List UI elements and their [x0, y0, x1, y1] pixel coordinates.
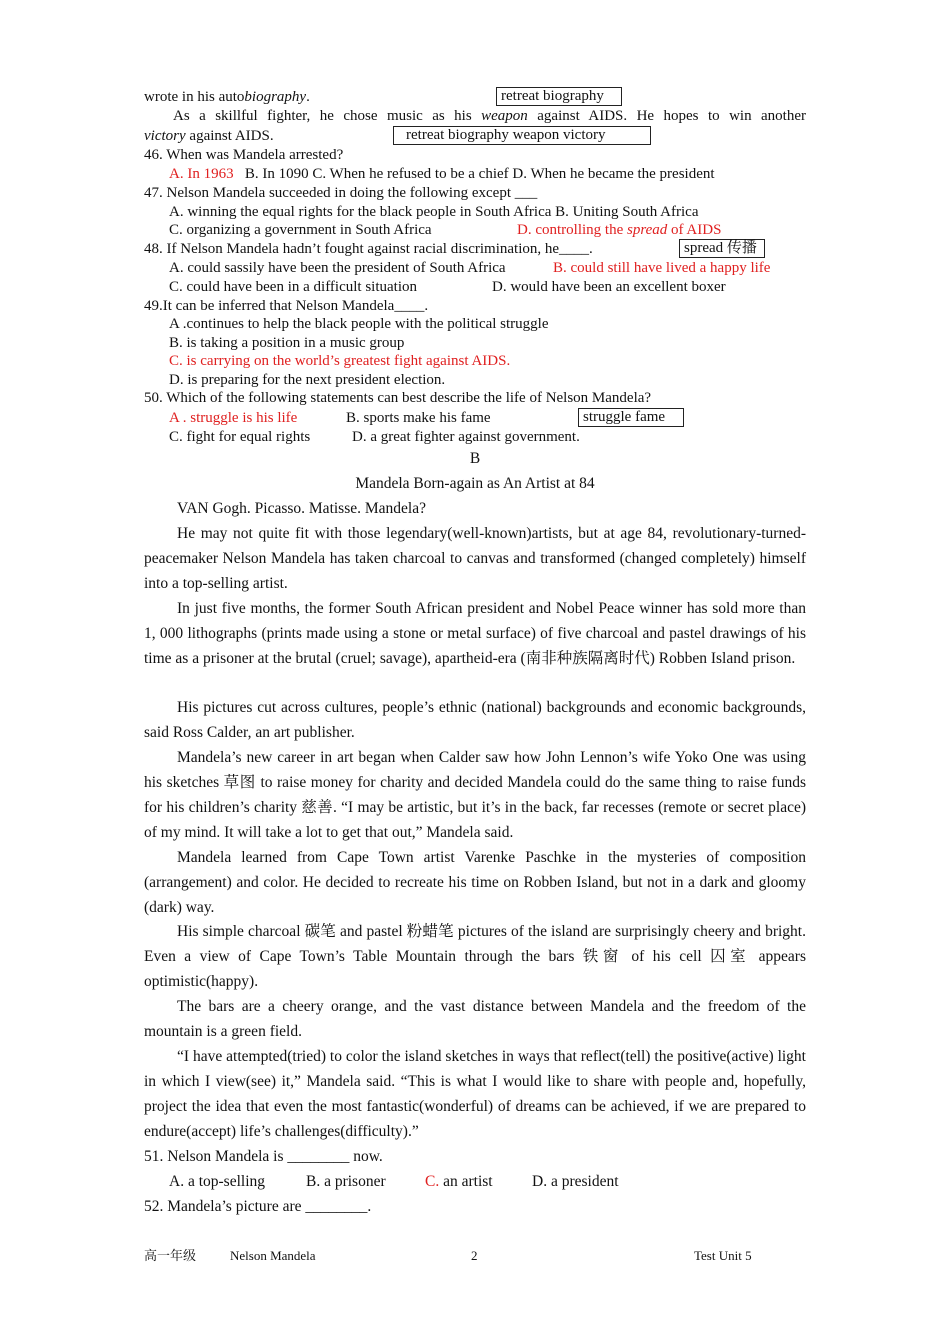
option-47-c: C. organizing a government in South Africa — [169, 222, 432, 238]
option-48-a: A. could sassily have been the president of South Africa — [169, 260, 506, 276]
article-paragraph: His pictures cut across cultures, people’s ethnic (national) backgrounds and economic backgrounds, said Ross Calder, an art publisher. — [144, 699, 806, 741]
vocab-box: retreat biography — [496, 87, 622, 106]
article-paragraph: In just five months, the former South African president and Nobel Peace winner has sold more than 1, 000 lithographs (prints made using a stone or metal surface) of five charcoal and pastel drawings of his time as a prisoner at the brutal (cruel; savage), apartheid-era (南非种族隔离时代) Robben Island prison. — [144, 600, 806, 667]
footer-topic: Nelson Mandela — [230, 1248, 316, 1263]
options-47-ab: A. winning the equal rights for the black people in South Africa B. Uniting South Africa — [169, 204, 699, 220]
option-51-d: D. a president — [532, 1173, 619, 1190]
vocab-box: struggle fame — [578, 408, 684, 427]
option-50-d: D. a great fighter against government. — [352, 429, 580, 445]
article-paragraph: Mandela learned from Cape Town artist Varenke Paschke in the mysteries of composition (arrangement) and color. He decided to recreate his time on Robben Island, but not in a dark and gloomy (dark) way. — [144, 849, 806, 916]
text-segment: D. controlling the — [517, 222, 627, 238]
text-line — [144, 127, 274, 146]
article-paragraph: Mandela’s new career in art began when Calder saw how John Lennon’s wife Yoko One was using his sketches 草图 to raise money for charity and decided Mandela could do the same thing to raise funds for his children’s charity 慈善. “I may be artistic, but it’s in the back, far recesses (remote or secret place) of my mind. It will take a lot to get that out,” Mandela said. — [144, 749, 806, 841]
option-49-a: A .continues to help the black people with the political struggle — [169, 316, 549, 332]
article-paragraph: VAN Gogh. Picasso. Matisse. Mandela? — [177, 500, 426, 517]
text-segment: biography — [244, 89, 307, 105]
option-49-d: D. is preparing for the next president election. — [169, 372, 446, 388]
text-segment: an artist — [439, 1173, 493, 1190]
footer-grade: 高一年级 — [144, 1248, 197, 1263]
text-segment: against AIDS. — [185, 128, 274, 144]
option-50-b: B. sports make his fame — [346, 410, 491, 426]
article-paragraph: The bars are a cheery orange, and the vast distance between Mandela and the freedom of the mountain is a green field. — [144, 998, 806, 1040]
article-title: Mandela Born-again as An Artist at 84 — [355, 475, 595, 492]
option-text: B. In 1090 C. When he refused to be a chief D. When he became the president — [244, 166, 715, 182]
options-46 — [169, 165, 715, 184]
question-49: 49.It can be inferred that Nelson Mandela____. — [144, 298, 429, 314]
answer-option: C. is carrying on the world’s greatest fight against AIDS. — [169, 353, 511, 369]
article-paragraph: He may not quite fit with those legendary(well-known)artists, but at age 84, revolutionary-turned-peacemaker Nelson Mandela has taken charcoal to canvas and transformed (changed completely) himself into a top-selling artist. — [144, 525, 806, 592]
option-48-d: D. would have been an excellent boxer — [492, 279, 726, 295]
option-51-c — [425, 1172, 493, 1192]
text-segment: spread — [626, 222, 668, 238]
vocab-box: spread 传播 — [679, 239, 765, 258]
text-segment: weapon — [481, 108, 528, 124]
page-number: 2 — [471, 1248, 478, 1263]
text-segment: victory — [144, 128, 186, 144]
question-52: 52. Mandela’s picture are ________. — [144, 1198, 372, 1215]
question-48: 48. If Nelson Mandela hadn’t fought against racial discrimination, he____. — [144, 241, 593, 257]
text-segment: against AIDS. He hopes to win another — [527, 108, 806, 124]
text-segment: of AIDS — [667, 222, 722, 238]
answer-letter: C. — [425, 1173, 440, 1190]
option-49-b: B. is taking a position in a music group — [169, 335, 405, 351]
option-51-a: A. a top-selling — [169, 1173, 265, 1190]
vocab-box: retreat biography weapon victory — [393, 126, 651, 145]
answer-option: A. In 1963 — [169, 166, 234, 182]
article-paragraph: His simple charcoal 碳笔 and pastel 粉蜡笔 pictures of the island are surprisingly cheery and bright. Even a view of Cape Town’s Table Mountain through the bars 铁窗 of his cell 囚室 appears optimistic(happy). — [144, 923, 806, 990]
question-46: 46. When was Mandela arrested? — [144, 147, 344, 163]
text-segment: wrote in his auto — [144, 89, 245, 105]
option-51-b: B. a prisoner — [306, 1173, 386, 1190]
answer-option: B. could still have lived a happy life — [553, 260, 771, 276]
text-segment: . — [306, 89, 310, 105]
answer-option: A . struggle is his life — [169, 410, 298, 426]
option-48-c: C. could have been in a difficult situation — [169, 279, 417, 295]
question-50: 50. Which of the following statements can best describe the life of Nelson Mandela? — [144, 390, 652, 406]
footer-unit: Test Unit 5 — [694, 1248, 752, 1263]
question-51: 51. Nelson Mandela is ________ now. — [144, 1148, 383, 1165]
answer-option — [517, 221, 721, 240]
text-line — [144, 107, 806, 126]
text-line — [144, 88, 310, 107]
question-47: 47. Nelson Mandela succeeded in doing the following except ___ — [144, 185, 538, 201]
text-segment: As a skillful fighter, he chose music as his — [173, 108, 482, 124]
section-label: B — [469, 450, 481, 467]
option-50-c: C. fight for equal rights — [169, 429, 311, 445]
article-paragraph: “I have attempted(tried) to color the island sketches in ways that reflect(tell) the positive(active) light in which I view(see) it,” Mandela said. “This is what I would like to share with people and, hopefully, project the idea that even the most fantastic(wonderful) of dreams can be achieved, if we are prepared to endure(accept) life’s challenges(difficulty).” — [144, 1048, 806, 1140]
